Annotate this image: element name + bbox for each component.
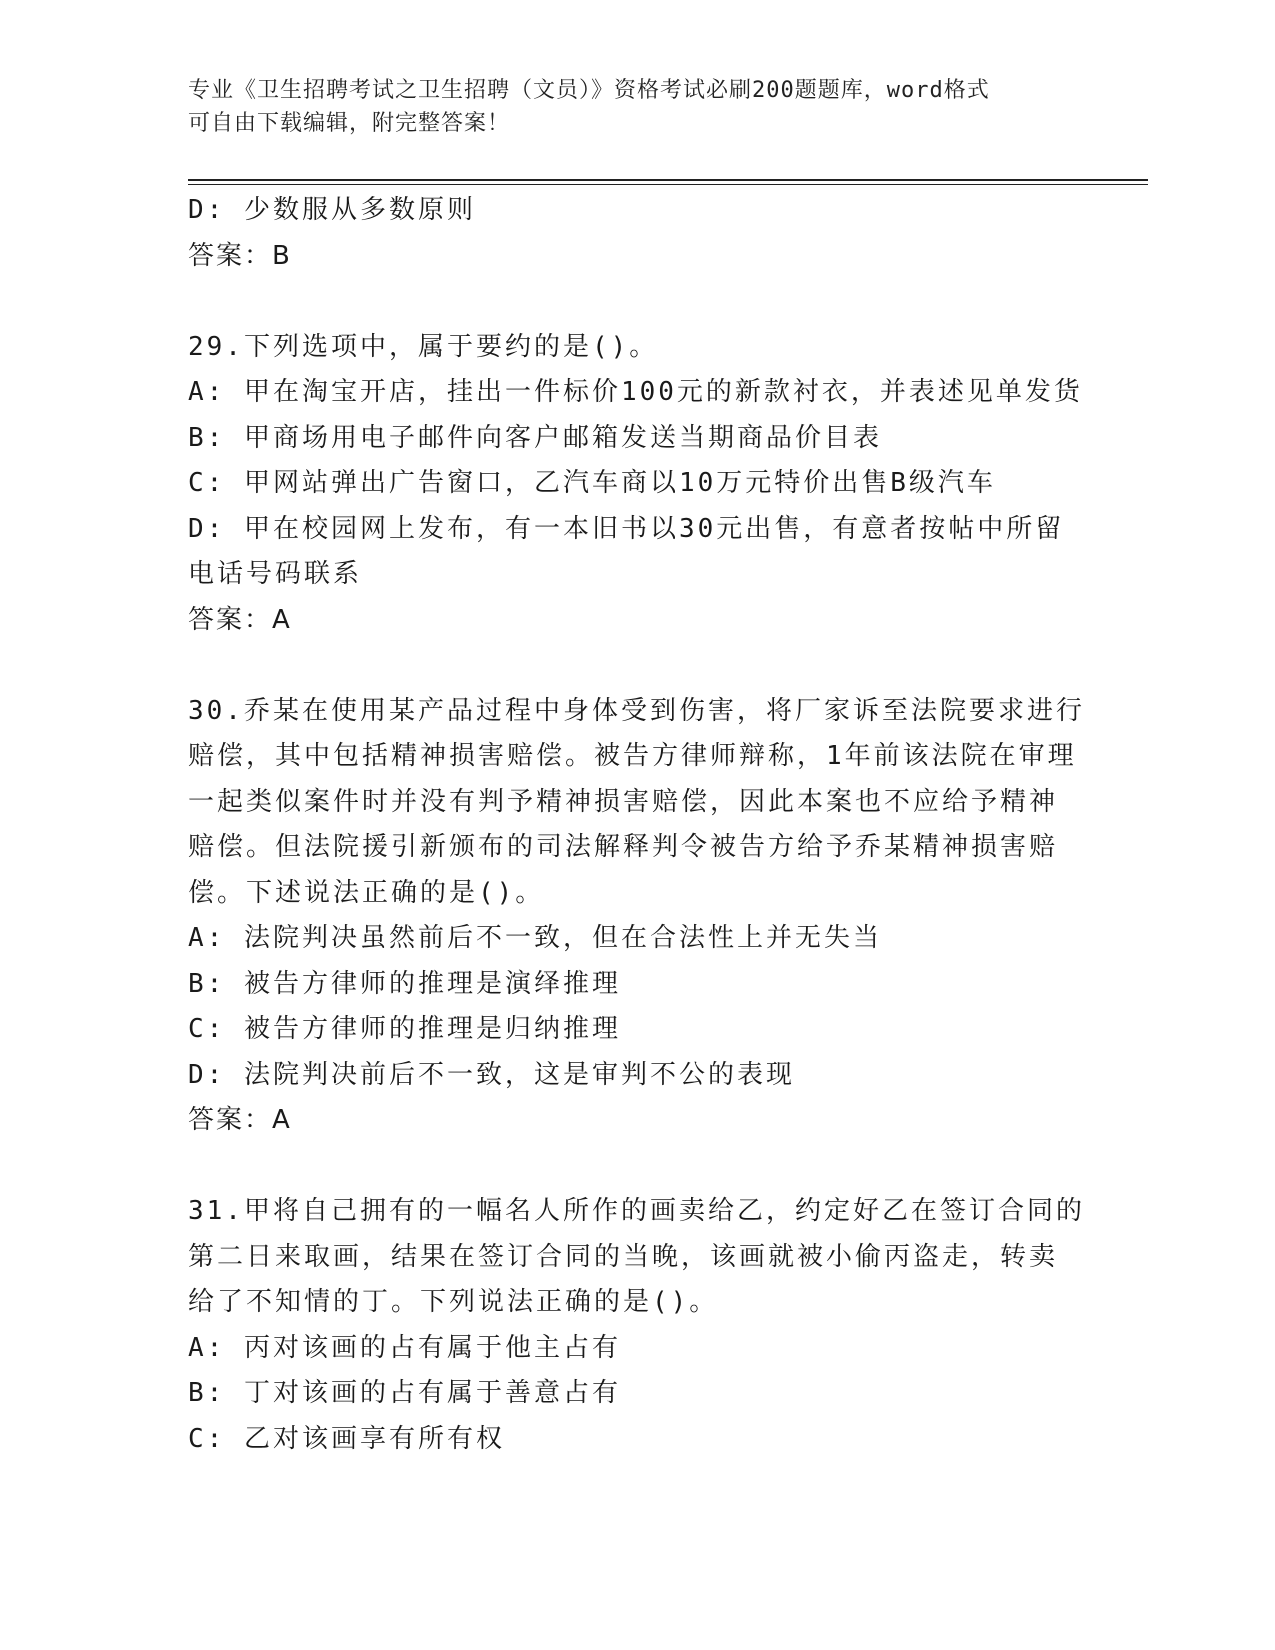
question-29 [188, 325, 1088, 644]
question-stem-line: 30.乔某在使用某产品过程中身体受到伤害，将厂家诉至法院要求进行 [188, 695, 1085, 726]
spacer [188, 279, 1088, 325]
page-header [188, 74, 1068, 140]
question-31 [188, 1189, 1088, 1462]
header-divider-thick [188, 179, 1148, 181]
option-d: D: 法院判决前后不一致，这是审判不公的表现 [188, 1059, 795, 1090]
option-a: A: 法院判决虽然前后不一致，但在合法性上并无失当 [188, 923, 882, 953]
question-stem-line: 偿。下述说法正确的是()。 [188, 877, 545, 908]
option-c: C: 被告方律师的推理是归纳推理 [188, 1014, 621, 1044]
spacer [188, 1144, 1088, 1190]
prev-question-option-d: D: 少数服从多数原则 [188, 195, 476, 225]
question-stem-line: 给了不知情的丁。下列说法正确的是()。 [188, 1287, 719, 1317]
spacer [188, 643, 1088, 689]
question-answer: 答案：A [188, 1105, 292, 1135]
question-30 [188, 689, 1088, 1144]
question-stem-line: 第二日来取画，结果在签订合同的当晚，该画就被小偷丙盗走，转卖 [188, 1241, 1059, 1272]
question-content [188, 188, 1088, 1462]
option-a: A: 甲在淘宝开店，挂出一件标价100元的新款衬衣，并表述见单发货 [188, 377, 1083, 407]
question-stem-line: 29.下列选项中，属于要约的是()。 [188, 331, 659, 362]
question-stem-line: 一起类似案件时并没有判予精神损害赔偿，因此本案也不应给予精神 [188, 786, 1059, 817]
option-d: D: 甲在校园网上发布，有一本旧书以30元出售，有意者按帖中所留 [188, 513, 1065, 544]
question-answer: 答案：A [188, 604, 292, 635]
question-stem-line: 赔偿，其中包括精神损害赔偿。被告方律师辩称，1年前该法院在审理 [188, 741, 1077, 771]
option-c: C: 甲网站弹出广告窗口，乙汽车商以10万元特价出售B级汽车 [188, 468, 996, 498]
option-c: C: 乙对该画享有所有权 [188, 1423, 505, 1454]
header-divider-thin [188, 184, 1148, 185]
option-a: A: 丙对该画的占有属于他主占有 [188, 1332, 621, 1363]
header-title-line-1: 专业《卫生招聘考试之卫生招聘（文员）》资格考试必刷200题题库，word格式 [188, 78, 990, 103]
question-stem-line: 赔偿。但法院援引新颁布的司法解释判令被告方给予乔某精神损害赔 [188, 832, 1059, 862]
option-b: B: 被告方律师的推理是演绎推理 [188, 968, 621, 999]
option-b: B: 甲商场用电子邮件向客户邮箱发送当期商品价目表 [188, 422, 882, 453]
header-title-line-2: 可自由下载编辑，附完整答案！ [188, 111, 511, 136]
question-stem-line: 31.甲将自己拥有的一幅名人所作的画卖给乙，约定好乙在签订合同的 [188, 1196, 1085, 1226]
option-b: B: 丁对该画的占有属于善意占有 [188, 1378, 621, 1408]
option-d-continued: 电话号码联系 [188, 559, 363, 589]
prev-question-answer: 答案：B [188, 240, 292, 271]
